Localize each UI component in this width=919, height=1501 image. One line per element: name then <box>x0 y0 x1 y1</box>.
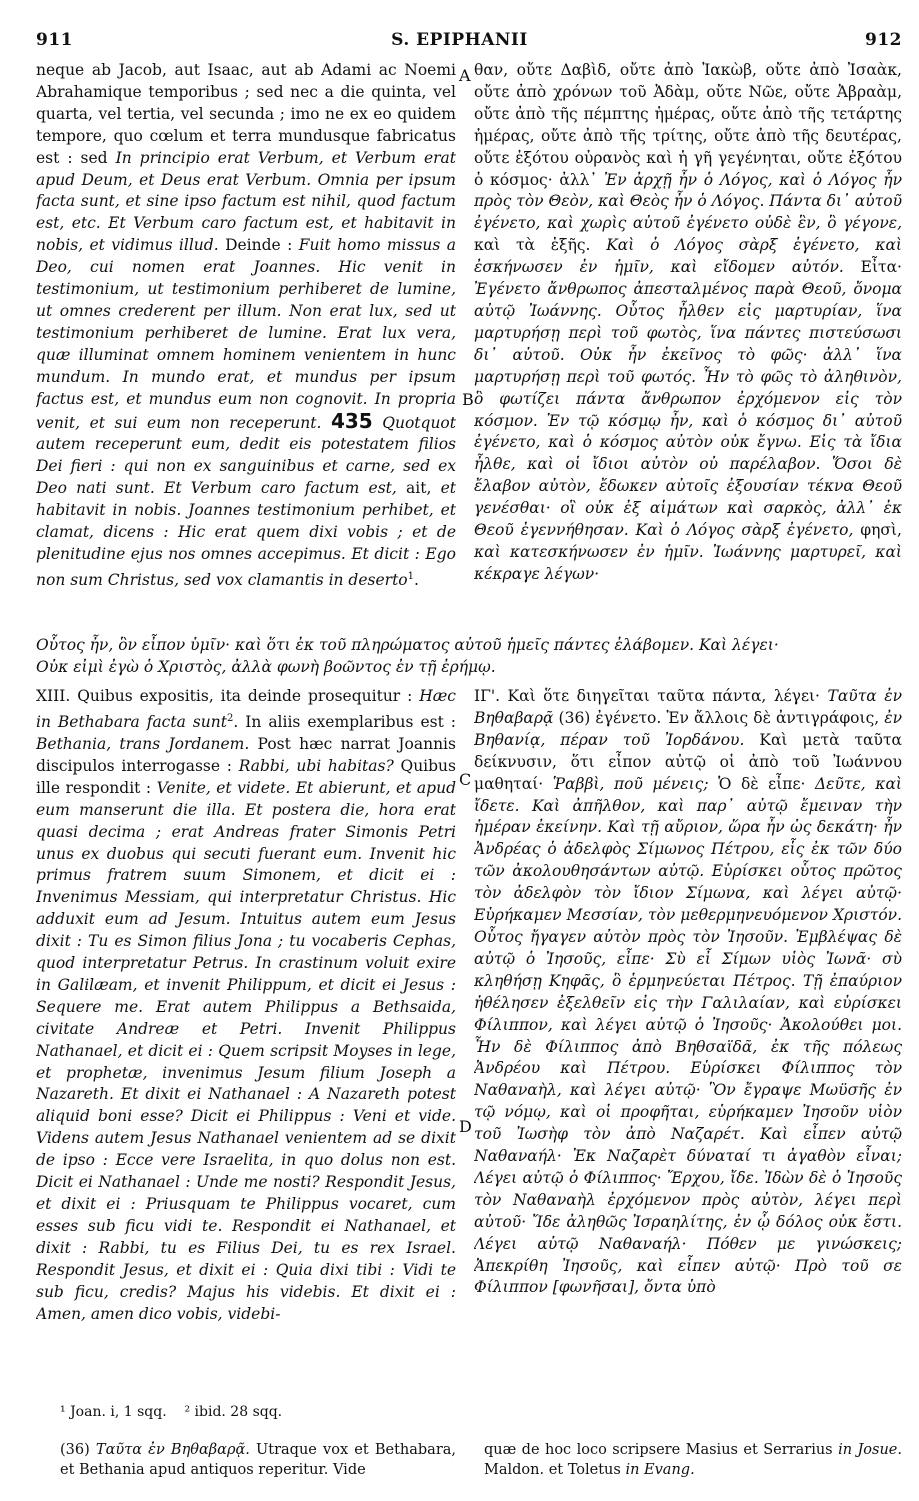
greek-spanning-line: Οὗτος ἦν, ὃν εἶπον ὑμῖν· καὶ ὅτι ἐκ τοῦ πληρώματος αὐτοῦ ἡμεῖς πάντες ἐλάβομεν. Καὶ λέγει· <box>36 636 779 654</box>
note-phrase: Ταῦτα ἐν Βηθαβαρᾷ. <box>95 1442 250 1458</box>
greek-text: καὶ τὰ ἑξῆς. <box>474 236 591 255</box>
editor-note-right <box>484 1440 902 1480</box>
latin-text: . In aliis exemplaribus est : <box>233 713 456 732</box>
greek-text: ΙΓ'. Καὶ ὅτε διηγεῖται ταῦτα πάντα, λέγει· <box>474 687 820 705</box>
margin-letter-a: A <box>459 66 471 85</box>
note-text: Maldon. et Toletus <box>484 1462 621 1478</box>
greek-scripture: ἐν Βηθανίᾳ, πέραν τοῦ Ἰορδάνου. <box>474 708 902 749</box>
latin-scripture: et habitavit in nobis. Joannes testimonium perhibet, et clamat, dicens : Hic erat quem dixi vobis ; et de plenitudine ejus nos omnes accepimus. Et dicit : Ego non sum Christus, sed vox clamantis in deserto <box>36 479 456 589</box>
footnote-ref: 2 <box>226 712 234 724</box>
latin-text-block <box>36 60 456 592</box>
greek-text: φησὶ, <box>860 521 902 540</box>
note-label: (36) <box>60 1442 90 1458</box>
greek-text: θαν, οὔτε Δαβὶδ, οὔτε ἀπὸ Ἰακὼβ, οὔτε ἀπὸ Ἰσαὰκ, οὔτε ἀπὸ χρόνων τοῦ Ἀδὰμ, οὔτε Νῶε, οὔτε Ἀβραὰμ, οὔτε ἀπὸ τῆς πέμπτης ἡμέρας, οὔτε ἀπὸ τῆς τετάρτης ἡμέρας, οὔτε ἀπὸ τῆς τρίτης, οὔτε ἀπὸ τῆς δευτέρας, οὔτε ἐξότου οὐρανὸς καὶ ἡ γῆ γεγένηται, οὔτε ἐξότου ὁ κόσμος· ἀλλ᾽ <box>474 61 902 189</box>
greek-column-section2 <box>474 686 902 1368</box>
footnotes: ¹ Joan. i, 1 sqq. ² ibid. 28 sqq. <box>60 1404 283 1420</box>
greek-text: (36) ἐγένετο. Ἐν ἄλλοις δὲ ἀντιγράφοις, <box>558 708 880 727</box>
note-reference: in Josue. <box>838 1442 902 1458</box>
greek-text: Καὶ μετὰ ταῦτα δείκνυσιν, ὅτι εἶπον αὐτῷ οἱ ἀπὸ τοῦ Ἰωάννου μαθηταί· <box>474 730 902 793</box>
latin-scripture: Fuit homo missus a Deo, cui nomen erat Joannes. Hic venit in testimonium, ut testimonium perhiberet de lumine, ut omnes crederent per illum. Non erat lux, sed ut testimonium perhiberet de lumine. Erat lux vera, quæ illuminat omnem hominem venientem in hunc mundum. In mundo erat, et mundus per ipsum factus est, et mundus eum non cognovit. In propria venit, et sui eum non receperunt. <box>36 236 456 432</box>
greek-scripture: Καὶ ὁ Λόγος σὰρξ ἐγένετο, καὶ ἐσκήνωσεν ἐν ἡμῖν, καὶ εἴδομεν αὐτόν. <box>474 236 902 277</box>
greek-scripture: Ἐγένετο ἄνθρωπος ἀπεσταλμένος παρὰ Θεοῦ, ὄνομα αὐτῷ Ἰωάννης. Οὗτος ἦλθεν εἰς μαρτυρίαν, ἵνα μαρτυρήσῃ περὶ τοῦ φωτὸς, ἵνα πάντες πιστεύσωσι δι᾽ αὐτοῦ. Οὐκ ἦν ἐκεῖνος τὸ φῶς· ἀλλ᾽ ἵνα μαρτυρήσῃ περὶ τοῦ φωτός. Ἦν τὸ φῶς τὸ ἀληθινὸν, ὃ φωτίζει πάντα ἄνθρωπον ἐρχόμενον εἰς τὸν κόσμον. Ἐν τῷ κόσμῳ ἦν, καὶ ὁ κόσμος δι᾽ αὐτοῦ ἐγένετο, καὶ ὁ κόσμος αὐτὸν οὐκ ἔγνω. Εἰς τὰ ἴδια ἦλθε, καὶ οἱ ἴδιοι αὐτὸν οὐ παρέλαβον. Ὅσοι δὲ ἔλαβον αὐτὸν, ἔδωκεν αὐτοῖς ἐξουσίαν τέκνα Θεοῦ γενέσθαι· οἳ οὐκ ἐξ αἱμάτων καὶ σαρκὸς, ἀλλ᾽ ἐκ Θεοῦ ἐγεννήθησαν. Καὶ ὁ Λόγος σὰρξ ἐγένετο, <box>474 280 902 540</box>
page-number-left: 911 <box>36 30 73 50</box>
greek-scripture: Ῥαββὶ, ποῦ μένεις; <box>552 774 709 793</box>
latin-text-block <box>36 686 456 1325</box>
latin-text: Quibus ille respondit : <box>36 756 456 797</box>
greek-text: Εἶτα· <box>860 258 902 277</box>
latin-text: . <box>414 571 419 589</box>
margin-letter-d: D <box>459 1117 472 1136</box>
column-number-marker: 435 <box>330 408 373 433</box>
note-reference: in Evang. <box>625 1462 695 1478</box>
latin-column-section1 <box>36 60 456 632</box>
greek-text: Ὁ δὲ εἶπε· <box>718 774 806 793</box>
latin-text: ait, <box>406 479 432 498</box>
margin-letter-c: C <box>459 770 472 789</box>
latin-scripture: Venite, et videte. Et abierunt, et apud eum manserunt die illa. Et postera die, hora erat quasi decima ; erat Andreas frater Simonis Petri unus ex duobus qui secuti fuerant eum. Invenit hic primus fratrem suum Simonem, et dicit ei : Invenimus Messiam, qui interpretatur Christus. Hic adduxit eum ad Jesum. Intuitus autem eum Jesus dixit : Tu es Simon filius Jona ; tu vocaberis Cephas, quod interpretatur Petrus. In crastinum voluit exire in Galilæam, et invenit Philippum, et dicit ei Jesus : Sequere me. Erat autem Philippus a Bethsaida, civitate Andreæ et Petri. Invenit Philippus Nathanael, et dicit ei : Quem scripsit Moyses in lege, et prophetæ, invenimus Jesum filium Joseph a Nazareth. Et dixit ei Nathanael : A Nazareth potest aliquid boni esse? Dicit ei Philippus : Veni et vide. Videns autem Jesus Nathanael venientem ad se dixit de ipso : Ecce vere Israelita, in quo dolus non est. Dicit ei Nathanael : Unde me nosti? Respondit Jesus, et dixit ei : Priusquam te Philippus vocaret, cum esses sub ficu vidi te. Respondit ei Nathanael, et dixit : Rabbi, tu es Filius Dei, tu es rex Israel. Respondit Jesus, et dixit ei : Quia dixi tibi : Vidi te sub ficu, credis? Majus his videbis. Et dixit ei : Amen, amen dico vobis, videbi- <box>36 778 456 1323</box>
latin-scripture: Hæc in Bethabara facta sunt <box>36 687 456 732</box>
latin-scripture: Rabbi, ubi habitas? <box>238 756 394 775</box>
latin-text: Post hæc narrat Joannis discipulos interrogasse : <box>36 734 456 775</box>
note-text: quæ de hoc loco scripsere Masius et Serrarius <box>484 1442 833 1458</box>
footnote-ref: 1 <box>407 570 415 582</box>
margin-letter-b: B <box>462 390 474 409</box>
greek-text-block <box>474 686 902 1299</box>
greek-scripture: καὶ κατεσκήνωσεν ἐν ἡμῖν. Ἰωάννης μαρτυρεῖ, καὶ κέκραγε λέγων· <box>474 542 902 583</box>
latin-scripture: In principio erat Verbum, et Verbum erat apud Deum, et Deus erat Verbum. Omnia per ipsum facta sunt, et sine ipso factum est nihil, quod factum est, etc. Et Verbum caro factum est, et habitavit in nobis, et vidimus illud. <box>36 148 456 255</box>
latin-scripture: Quotquot autem receperunt eum, dedit eis potestatem filios Dei fieri : qui non ex sanguinibus et carne, sed ex Deo nati sunt. Et Verbum caro factum est, <box>36 413 456 498</box>
latin-column-section2 <box>36 686 456 1368</box>
greek-scripture: Ταῦτα ἐν Βηθαβαρᾷ <box>474 687 902 727</box>
latin-scripture: Bethania, trans Jordanem. <box>36 734 250 753</box>
greek-column-section1 <box>474 60 902 632</box>
page-number-right: 912 <box>865 30 902 50</box>
latin-text: neque ab Jacob, aut Isaac, aut ab Adami ac Noemi Abrahamique temporibus ; sed nec a die quinta, vel quarta, vel tertia, vel secunda ; imo ne ex eo quidem tempore, quo cœlum et terra mundusque fabricatus est : sed <box>36 61 456 167</box>
greek-scripture: Ἐν ἀρχῇ ἦν ὁ Λόγος, καὶ ὁ Λόγος ἦν πρὸς τὸν Θεὸν, καὶ Θεὸς ἦν ὁ Λόγος. Πάντα δι᾽ αὐτοῦ ἐγένετο, καὶ χωρὶς αὐτοῦ ἐγένετο οὐδὲ ἓν, ὃ γέγονε, <box>474 170 902 233</box>
greek-text-block <box>474 60 902 586</box>
latin-text: XIII. Quibus expositis, ita deinde prosequitur : <box>36 687 413 705</box>
page-title: S. EPIPHANII <box>391 30 528 50</box>
note-text: Utraque vox et Bethabara, et Bethania apud antiquos reperitur. Vide <box>60 1442 456 1478</box>
editor-note-left <box>60 1440 456 1480</box>
latin-text: Deinde : <box>225 236 293 255</box>
greek-scripture: Δεῦτε, καὶ ἴδετε. Καὶ ἀπῆλθον, καὶ παρ᾽ αὐτῷ ἔμειναν τὴν ἡμέραν ἐκείνην. Καὶ τῇ αὔριον, ὥρα ἦν ὡς δεκάτη· ἦν Ἀνδρέας ὁ ἀδελφὸς Σίμωνος Πέτρου, εἷς ἐκ τῶν δύο τῶν ἀκολουθησάντων αὐτῷ. Εὑρίσκει οὗτος πρῶτος τὸν ἀδελφὸν τὸν ἴδιον Σίμωνα, καὶ λέγει αὐτῷ· Εὑρήκαμεν Μεσσίαν, τὸν μεθερμηνευόμενον Χριστόν. Οὗτος ἤγαγεν αὐτὸν πρὸς τὸν Ἰησοῦν. Ἐμβλέψας δὲ αὐτῷ ὁ Ἰησοῦς, εἶπε· Σὺ εἶ Σίμων υἱὸς Ἰωνᾶ· σὺ κληθήσῃ Κηφᾶς, ὃ ἑρμηνεύεται Πέτρος. Τῇ ἐπαύριον ἠθέλησεν ἐξελθεῖν εἰς τὴν Γαλιλαίαν, καὶ εὑρίσκει Φίλιππον, καὶ λέγει αὐτῷ ὁ Ἰησοῦς· Ἀκολούθει μοι. Ἦν δὲ Φίλιππος ἀπὸ Βηθσαϊδᾶ, ἐκ τῆς πόλεως Ἀνδρέου καὶ Πέτρου. Εὑρίσκει Φίλιππος τὸν Ναθαναὴλ, καὶ λέγει αὐτῷ· Ὃν ἔγραψε Μωϋσῆς ἐν τῷ νόμῳ, καὶ οἱ προφῆται, εὑρήκαμεν Ἰησοῦν υἱὸν τοῦ Ἰωσὴφ τὸν ἀπὸ Ναζαρέτ. Καὶ εἶπεν αὐτῷ Ναθαναήλ· Ἐκ Ναζαρὲτ δύναταί τι ἀγαθὸν εἶναι; Λέγει αὐτῷ ὁ Φίλιππος· Ἔρχου, ἴδε. Ἰδὼν δὲ ὁ Ἰησοῦς τὸν Ναθαναὴλ ἐρχόμενον πρὸς αὐτὸν, λέγει περὶ αὐτοῦ· Ἴδε ἀληθῶς Ἰσραηλίτης, ἐν ᾧ δόλος οὐκ ἔστι. Λέγει αὐτῷ Ναθαναήλ· Πόθεν με γινώσκεις; Ἀπεκρίθη Ἰησοῦς, καὶ εἶπεν αὐτῷ· Πρὸ τοῦ σε Φίλιππον [φωνῆσαι], ὄντα ὑπὸ <box>474 774 902 1297</box>
greek-spanning-line: Οὐκ εἰμὶ ἐγὼ ὁ Χριστὸς, ἀλλὰ φωνὴ βοῶντος ἐν τῇ ἐρήμῳ. <box>36 658 496 676</box>
